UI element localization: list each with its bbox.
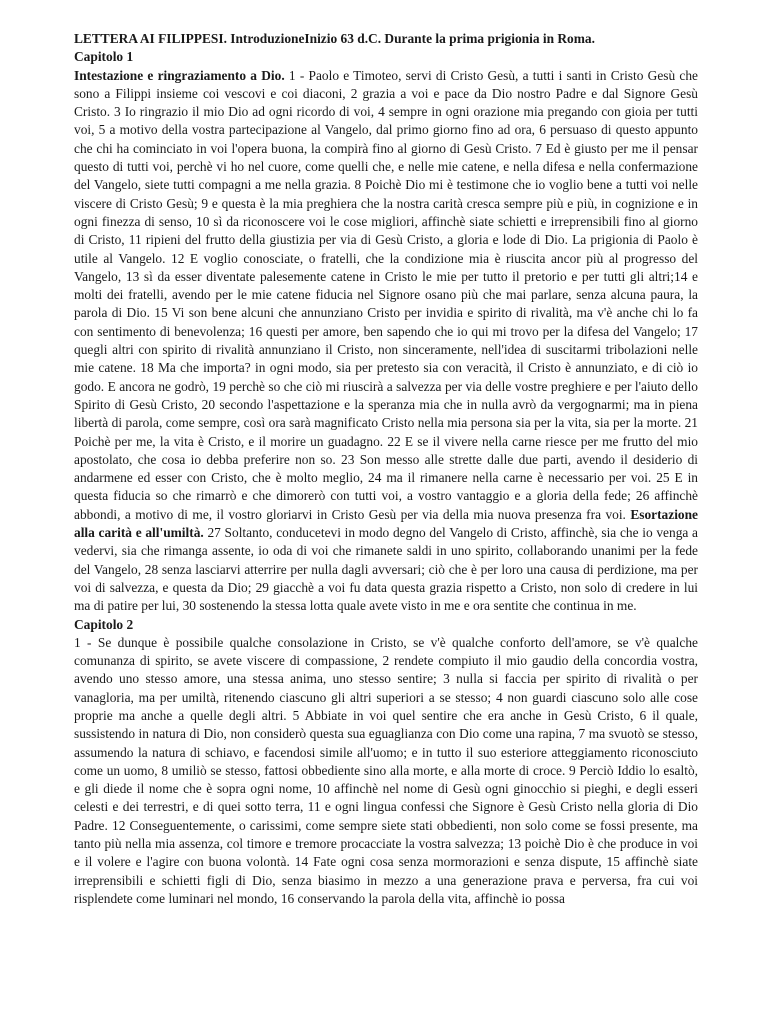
document-page bbox=[74, 30, 698, 908]
chapter-2-body: 1 - Se dunque è possibile qualche consolazione in Cristo, se v'è qualche conforto dell'amore, se v'è qualche comunanza di spirito, se avete viscere di compassione, 2 rendete compiuto il mio gaudio della concordia vostra, avendo uno stesso amore, una stessa anima, uno stesso sentire; 3 nulla si faccia per spirito di rivalità o per vanagloria, ma per umiltà, ritenendo ciascuno gli altri superiori a se stesso; 4 non guardi ciascuno solo alle cose proprie ma anche a quelle degli altri. 5 Abbiate in voi quel sentire che era anche in Gesù Cristo, 6 il quale, sussistendo in natura di Dio, non considerò questa sua eguaglianza con Dio come una rapina, 7 ma svuotò se stesso, assumendo la natura di schiavo, e facendosi simile all'uomo; e in tutto il suo esteriore atteggiamento riconosciuto come un uomo, 8 umiliò se stesso, fattosi obbediente sino alla morte, e alla morte di croce. 9 Perciò Iddio lo esaltò, e gli diede il nome che è sopra ogni nome, 10 affinchè nel nome di Gesù ogni ginocchio si pieghi, e degli esseri celesti e dei terrestri, e di quei sotto terra, 11 e ogni lingua confessi che Signore è Gesù Cristo nella gloria di Dio Padre. 12 Conseguentemente, o carissimi, come sempre siete stati obbedienti, non solo come se fossi presente, ma tanto più nella mia assenza, col timore e tremore procacciate la vostra salvezza; 13 poichè Dio è che produce in voi e il volere e l'agire con buona volontà. 14 Fate ogni cosa senza mormorazioni e senza dispute, 15 affinchè siate irreprensibili e schietti figli di Dio, senza biasimo in mezzo a una generazione prava e perversa, fra cui voi risplendete come luminari nel mondo, 16 conservando la parola della vita, affinchè io possa bbox=[74, 634, 698, 906]
section-heading-intestazione: Intestazione e ringraziamento a Dio. bbox=[74, 67, 285, 83]
chapter-1-heading: Capitolo 1 bbox=[74, 49, 134, 65]
chapter-2-heading: Capitolo 2 bbox=[74, 616, 134, 632]
chapter-1-body-part-1: 1 - Paolo e Timoteo, servi di Cristo Gesù, a tutti i santi in Cristo Gesù che sono a Filippi insieme coi vescovi e coi diaconi, 2 grazia a voi e pace da Dio nostro Padre e dal Signore Gesù Cristo. 3 Io ringrazio il mio Dio ad ogni ricordo di voi, 4 sempre in ogni orazione mia pregando con gioia per tutti voi, 5 a motivo della vostra partecipazione al Vangelo, dal primo giorno fino ad ora, 6 persuaso di questo appunto che chi ha cominciato in voi l'opera buona, la compirà fino al giorno di Gesù Cristo. 7 Ed è giusto per me il pensar questo di tutti voi, perchè vi ho nel cuore, come quelli che, e nelle mie catene, e nella difesa e nella confermazione del Vangelo, siete tutti compagni a me nella grazia. 8 Poichè Dio mi è testimone che io voglio bene a tutti voi nelle viscere di Cristo Gesù; 9 e questa è la mia preghiera che la nostra carità cresca sempre più e più, in cognizione e in ogni finezza di senso, 10 sì da riconoscere voi le cose migliori, affinchè siate schietti e irreprensibili fino al giorno di Cristo, 11 ripieni del frutto della giustizia per via di Gesù Cristo, a gloria e lode di Dio. La prigionia di Paolo è utile al Vangelo. 12 E voglio conosciate, o fratelli, che la condizione mia è riuscita ancor più al progresso del Vangelo, 13 sì da esser diventate palesemente catene in Cristo le mie per tutto il pretorio e per tutti gli altri;14 e molti dei fratelli, avendo per le mie catene fiducia nel Signore osano più che mai parlare, senza alcuna paura, la parola di Dio. 15 Vi son bene alcuni che annunziano Cristo per invidia e spirito di rivalità, ma v'è anche chi lo fa con sentimento di benevolenza; 16 questi per amore, ben sapendo che io qui mi trovo per la difesa del Vangelo; 17 quegli altri con spirito di rivalità annunziano il Cristo, non sinceramente, nell'idea di suscitarmi tribolazioni nelle mie catene. 18 Ma che importa? in ogni modo, sia per pretesto sia con veracità, il Cristo è annunziato, e di ciò io godo. E ancora ne godrò, 19 perchè so che ciò mi riuscirà a salvezza per via delle vostre preghiere e per l'aiuto dello Spirito di Gesù Cristo, 20 secondo l'aspettazione e la speranza mia che in nulla avrò da vergognarmi; ma in piena libertà di parola, come sempre, così ora sarà magnificato Cristo nella mia persona sia per la vita, sia per la morte. 21 Poichè per me, la vita è Cristo, e il morire un guadagno. 22 E se il vivere nella carne riesce per me frutto del mio apostolato, che cosa io debba preferire non so. 23 Son messo alle strette dalle due parti, avendo il desiderio di andarmene ed esser con Cristo, che è molto meglio, 24 ma il rimanere nella carne è necessario per voi. 25 E in questa fiducia so che rimarrò e che dimorerò con tutti voi, a vostro vantaggio e a gloria della fede; 26 affinchè abbondi, a motivo di me, il vostro gloriarvi in Cristo Gesù per via della mia nuova presenza fra voi. bbox=[74, 67, 698, 522]
chapter-1-text bbox=[74, 67, 698, 616]
chapter-1-body-part-2: 27 Soltanto, conducetevi in modo degno del Vangelo di Cristo, affinchè, sia che io venga a vedervi, sia che rimanga assente, io oda di voi che rimanete saldi in uno spirito, collaborando unanimi per la fede del Vangelo, 28 senza lasciarvi atterrire per nulla dagli avversari; ciò che è per loro una causa di perdizione, ma per voi di salvezza, e questa da Dio; 29 giacchè a voi fu data questa grazia rispetto a Cristo, non solo di credere in lui ma di patire per lui, 30 sostenendo la stessa lotta quale avete visto in me e ora sentite che continua in me. bbox=[74, 525, 698, 614]
document-title: LETTERA AI FILIPPESI. IntroduzioneInizio 63 d.C. Durante la prima prigionia in Roma. bbox=[74, 31, 595, 46]
chapter-2-text bbox=[74, 634, 698, 908]
section-heading-esortazione: Esortazione alla carità e all'umiltà. bbox=[74, 506, 698, 541]
